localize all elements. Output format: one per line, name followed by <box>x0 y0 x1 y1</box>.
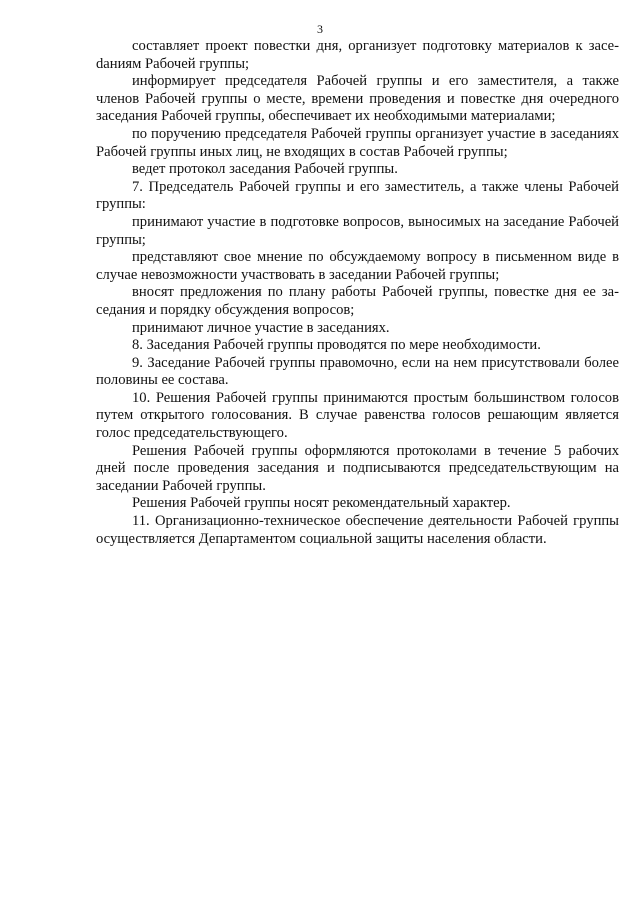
paragraph-written-opinion: представляют свое мнение по обсуждаемому вопросу в письменном виде в случае невозможности участвовать в заседании Рабочей группы; <box>96 249 619 283</box>
paragraph-decisions-advisory: Решения Рабочей группы носят рекомендательный характер. <box>132 495 511 512</box>
paragraph-decisions-protocol: Решения Рабочей группы оформляются протоколами в течение 5 рабочих дней после проведения заседания и подписываются председательствующим на заседании Рабочей группы. <box>96 442 619 494</box>
paragraph-invite-participants: по поручению председателя Рабочей группы организует участие в заседаниях Рабочей группы иных лиц, не входящих в состав Рабочей группы; <box>96 125 619 160</box>
paragraph-keep-minutes: ведет протокол заседания Рабочей группы. <box>132 161 398 178</box>
page-number: 3 <box>317 22 323 36</box>
paragraph-personal-participation: принимают личное участие в заседаниях. <box>132 319 390 336</box>
paragraph-item-8: 8. Заседания Рабочей группы проводятся по мере необходимости. <box>132 337 541 354</box>
paragraph-agenda-preparation: составляет проект повестки дня, организует подготовку материалов к засеdаниям Рабочей группы; <box>96 38 619 72</box>
document-body <box>96 38 619 548</box>
paragraph-item-7: 7. Председатель Рабочей группы и его заместитель, а также члены Рабочей группы: <box>96 178 619 213</box>
paragraph-item-11: 11. Организационно-техническое обеспечение деятельности Рабочей группы осуществляется Департаментом социальной защиты населения области. <box>96 513 619 547</box>
paragraph-participate-preparation: принимают участие в подготовке вопросов, выносимых на заседание Рабочей группы; <box>96 213 619 248</box>
paragraph-item-9: 9. Заседание Рабочей группы правомочно, если на нем присутствовали более половины ее состава. <box>96 354 619 389</box>
paragraph-work-plan-proposals: вносят предложения по плану работы Рабочей группы, повестке дня ее заседания и порядку обсуждения вопросов; <box>96 284 619 318</box>
paragraph-item-10: 10. Решения Рабочей группы принимаются простым большинством голосов путем открытого голосования. В случае равенства голосов решающим является голос председательствующего. <box>96 389 619 442</box>
paragraph-inform-members: информирует председателя Рабочей группы и его заместителя, а также членов Рабочей группы о месте, времени проведения и повестке дня очередного заседания Рабочей группы, обеспечивает их необходимыми материалами; <box>96 73 619 125</box>
